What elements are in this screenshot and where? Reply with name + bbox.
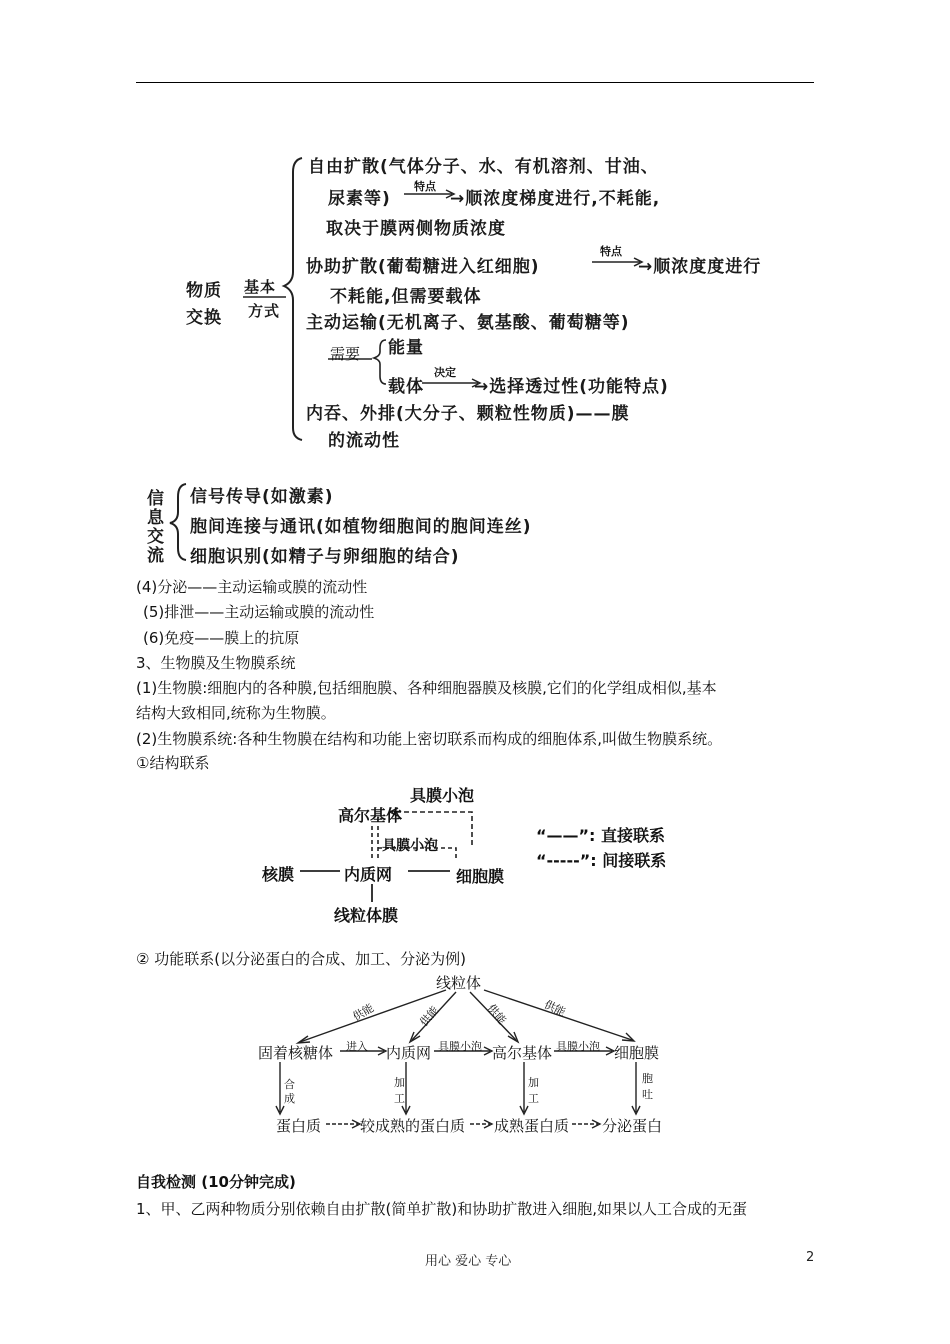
jiagong-1-a: 加 — [394, 1076, 405, 1089]
facilitated-1: 协助扩散(葡萄糖进入红细胞) — [306, 257, 540, 277]
hecheng-2: 成 — [284, 1092, 295, 1105]
section-3-title: 3、生物膜及生物膜系统 — [136, 654, 296, 672]
hecheng-1: 合 — [284, 1078, 295, 1091]
supply-3: 供能 — [484, 1001, 509, 1027]
vesicle-inner: 具膜小泡 — [382, 838, 438, 854]
er-label: 内质网 — [344, 865, 393, 884]
vesicle-label-1: 具膜小泡 — [438, 1040, 482, 1053]
label-xuyao: 需要 — [330, 345, 361, 363]
para-1b: 结构大致相同,统称为生物膜。 — [136, 704, 336, 722]
label-nengliang: 能量 — [388, 338, 424, 358]
arrow-label-jueding: 决定 — [434, 366, 456, 379]
mito-membrane-label: 线粒体膜 — [334, 906, 399, 925]
footer-text: 用心 爱心 专心 — [425, 1254, 512, 1269]
facilitated-2: →顺浓度度进行 — [638, 257, 762, 277]
func-link-title: ② 功能联系(以分泌蛋白的合成、加工、分泌为例) — [136, 950, 466, 968]
legend-indirect: “-----”: 间接联系 — [536, 851, 667, 870]
signal-item-3: 细胞识别(如精子与卵细胞的结合) — [190, 547, 460, 567]
jiagong-2-b: 工 — [528, 1092, 539, 1105]
arrow-label-te1: 特点 — [414, 180, 436, 193]
para-1a: (1)生物膜:细胞内的各种膜,包括细胞膜、各种细胞器膜及核膜,它们的化学组成相似,基本 — [136, 679, 717, 697]
label-wuzhi: 物质 — [186, 281, 222, 301]
arrow-label-te2: 特点 — [600, 245, 622, 258]
signal-item-1: 信号传导(如激素) — [190, 487, 334, 507]
signal-item-2: 胞间连接与通讯(如植物细胞间的胞间连丝) — [190, 517, 532, 537]
free-diffusion-1: 自由扩散(气体分子、水、有机溶剂、甘油、 — [308, 157, 659, 177]
endocytosis-1: 内吞、外排(大分子、颗粒性物质)——膜 — [306, 404, 630, 424]
active-transport: 主动运输(无机离子、氨基酸、葡萄糖等) — [306, 313, 630, 333]
label-zaiti: 载体 — [388, 377, 424, 397]
cell-membrane-label-2: 细胞膜 — [614, 1044, 660, 1062]
label-fangshi: 方式 — [248, 302, 281, 320]
baotu-1: 胞 — [642, 1072, 653, 1085]
supply-4: 供能 — [542, 997, 568, 1019]
free-diffusion-4: 取决于膜两侧物质浓度 — [326, 219, 506, 239]
enter-label: 进入 — [346, 1040, 368, 1053]
ribosome-label: 固着核糖体 — [258, 1044, 334, 1062]
cell-membrane-label: 细胞膜 — [456, 867, 505, 886]
vesicle-label-2: 具膜小泡 — [556, 1040, 600, 1053]
nucleus-label: 核膜 — [262, 865, 295, 884]
signal-label-2: 息 — [147, 508, 165, 528]
label-jiben: 基本 — [244, 278, 277, 296]
selective-permeability: →选择透过性(功能特点) — [474, 377, 669, 397]
para-2: (2)生物膜系统:各种生物膜在结构和功能上密切联系而构成的细胞体系,叫做生物膜系统。 — [136, 730, 723, 748]
endocytosis-2: 的流动性 — [328, 431, 400, 451]
mature-protein-label: 成熟蛋白质 — [494, 1117, 570, 1135]
item-5: (5)排泄——主动运输或膜的流动性 — [143, 603, 375, 621]
facilitated-3: 不耗能,但需要载体 — [330, 287, 482, 307]
supply-2: 供能 — [417, 1003, 442, 1029]
item-4: (4)分泌——主动运输或膜的流动性 — [136, 578, 368, 596]
free-diffusion-3: →顺浓度梯度进行,不耗能, — [450, 189, 661, 209]
signal-label-4: 流 — [147, 546, 165, 566]
supply-1: 供能 — [350, 1001, 377, 1024]
secreted-protein-label: 分泌蛋白 — [602, 1117, 663, 1135]
jiagong-1-b: 工 — [394, 1092, 405, 1105]
baotu-2: 吐 — [642, 1088, 653, 1101]
jiagong-2-a: 加 — [528, 1076, 539, 1089]
item-6: (6)免疫——膜上的抗原 — [143, 629, 300, 647]
page-number: 2 — [806, 1250, 815, 1265]
golgi-label: 高尔基体 — [338, 806, 403, 825]
label-jiaohuan: 交换 — [186, 308, 222, 328]
protein-label: 蛋白质 — [276, 1117, 322, 1135]
signal-label-1: 信 — [147, 489, 165, 509]
signal-label-3: 交 — [147, 527, 165, 547]
immature-protein-label: 较成熟的蛋白质 — [360, 1117, 466, 1135]
self-test-title: 自我检测 (10分钟完成) — [136, 1173, 296, 1191]
free-diffusion-2: 尿素等) — [328, 189, 391, 209]
legend-direct: “——”: 直接联系 — [536, 826, 666, 845]
vesicle-top: 具膜小泡 — [410, 786, 475, 805]
er-label-2: 内质网 — [386, 1044, 432, 1062]
struct-link-title: ①结构联系 — [136, 754, 210, 772]
golgi-label-2: 高尔基体 — [492, 1044, 553, 1062]
mito-label: 线粒体 — [436, 974, 482, 992]
question-1: 1、甲、乙两种物质分别依赖自由扩散(简单扩散)和协助扩散进入细胞,如果以人工合成的无蛋 — [136, 1200, 748, 1218]
